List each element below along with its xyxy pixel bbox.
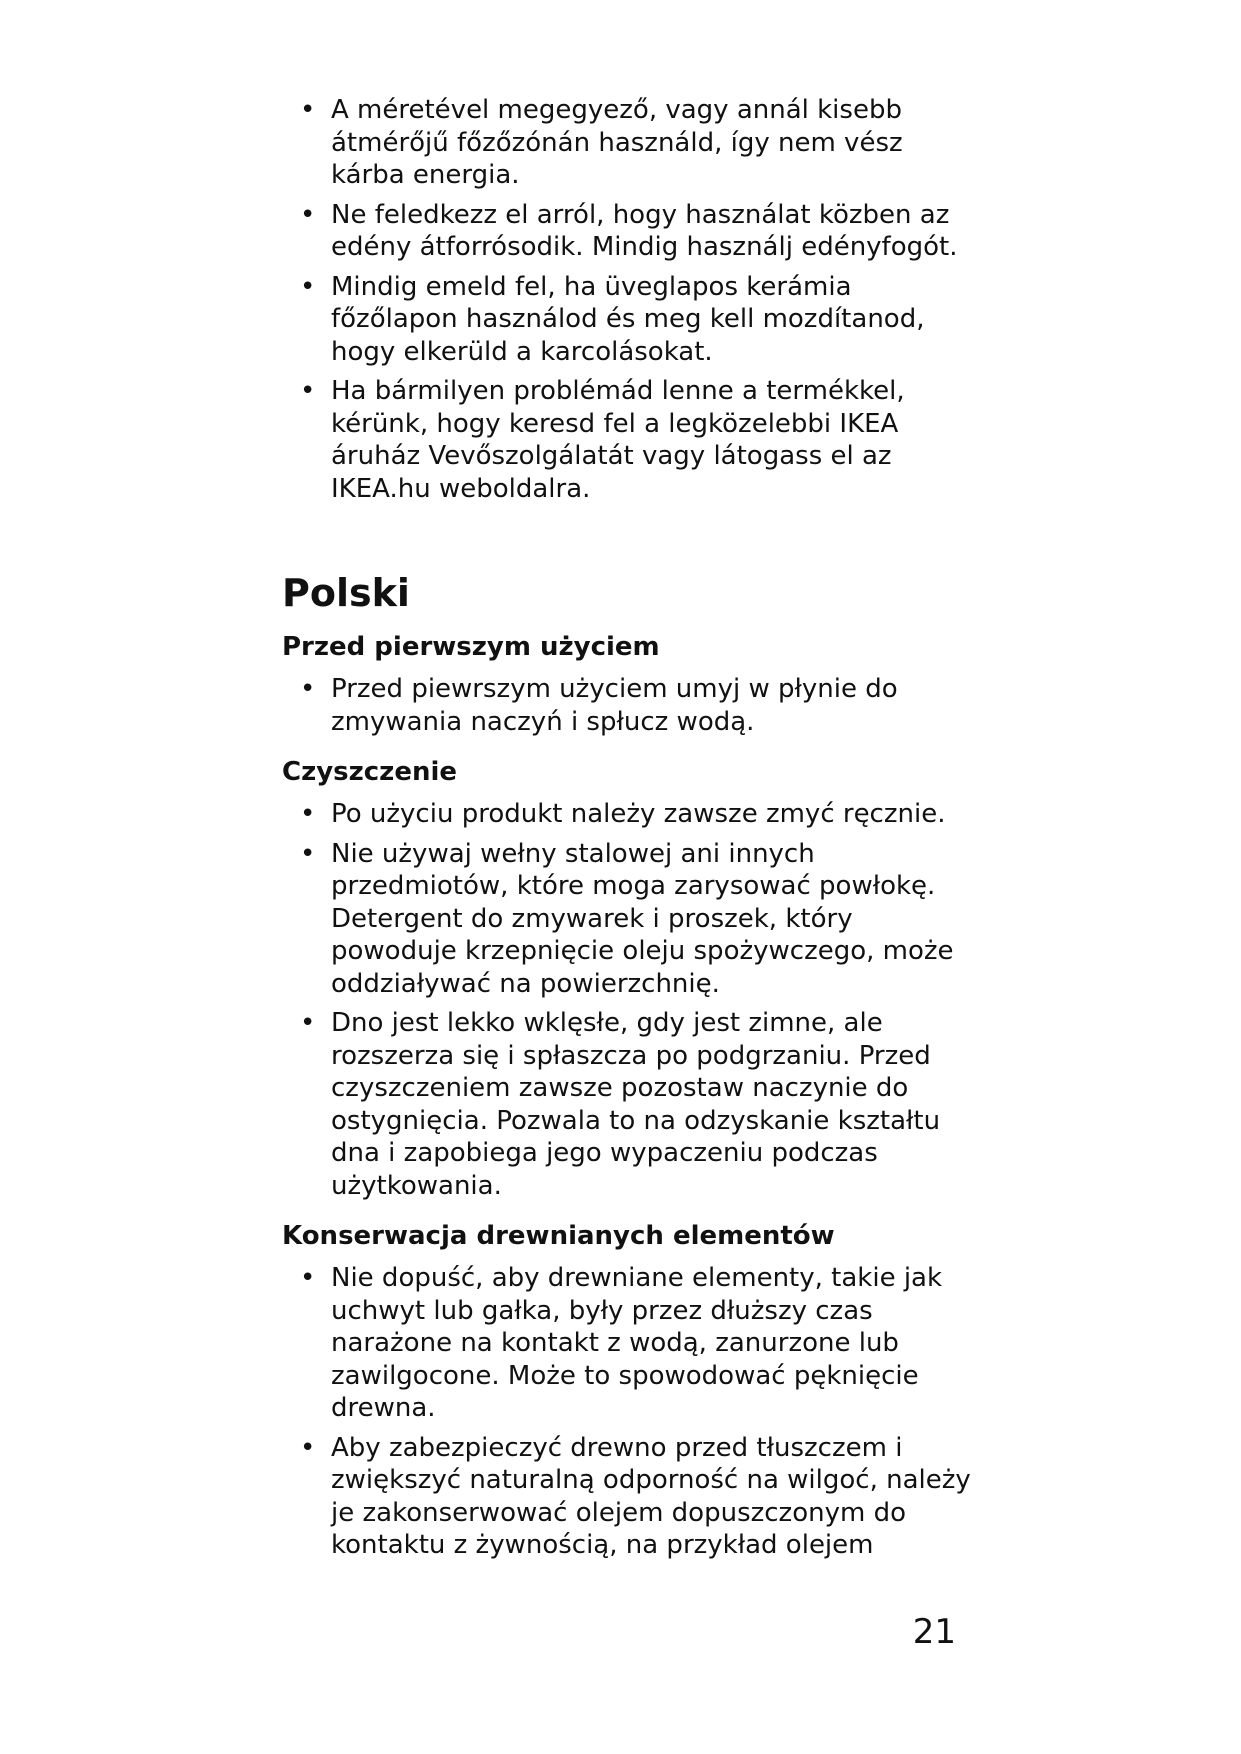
hungarian-care-list xyxy=(300,94,982,505)
list-item: • Przed piewrszym użyciem umyj w płynie do zmywania naczyń i spłucz wodą. xyxy=(300,673,982,738)
cleaning-list xyxy=(300,798,982,1202)
page-number: 21 xyxy=(912,1612,956,1652)
list-item: • Ne feledkezz el arról, hogy használat közben az edény átforrósodik. Mindig használj edényfogót. xyxy=(300,199,982,264)
before-first-use-list xyxy=(300,673,982,738)
list-item: • Nie dopuść, aby drewniane elementy, takie jak uchwyt lub gałka, były przez dłuższy czas narażone na kontakt z wodą, zanurzone lub zawilgocone. Może to spowodować pęknięcie drewna. xyxy=(300,1262,982,1425)
section-title-polski: Polski xyxy=(282,571,410,615)
page-content xyxy=(282,94,982,1569)
list-item: • Mindig emeld fel, ha üveglapos kerámia főzőlapon használod és meg kell mozdítanod, hogy elkerüld a karcolásokat. xyxy=(300,271,982,369)
list-item: • Ha bármilyen problémád lenne a termékkel, kérünk, hogy keresd fel a legközelebbi IKEA áruház Vevőszolgálatát vagy látogass el az IKEA.hu weboldalra. xyxy=(300,375,982,505)
list-item: • Dno jest lekko wklęsłe, gdy jest zimne, ale rozszerza się i spłaszcza po podgrzaniu. Przed czyszczeniem zawsze pozostaw naczynie do ostygnięcia. Pozwala to na odzyskanie kształtu dna i zapobiega jego wypaczeniu podczas użytkowania. xyxy=(300,1007,982,1202)
subheading-wood-care: Konserwacja drewnianych elementów xyxy=(282,1221,835,1251)
wood-care-list xyxy=(300,1262,982,1562)
list-item: • A méretével megegyező, vagy annál kisebb átmérőjű főzőzónán használd, így nem vész kárba energia. xyxy=(300,94,982,192)
list-item: • Po użyciu produkt należy zawsze zmyć ręcznie. xyxy=(300,798,982,831)
list-item: • Aby zabezpieczyć drewno przed tłuszczem i zwiększyć naturalną odporność na wilgoć, należy je zakonserwować olejem dopuszczonym do kontaktu z żywnością, na przykład olejem xyxy=(300,1432,982,1562)
subheading-cleaning: Czyszczenie xyxy=(282,757,458,787)
list-item: • Nie używaj wełny stalowej ani innych przedmiotów, które moga zarysować powłokę. Detergent do zmywarek i proszek, który powoduje krzepnięcie oleju spożywczego, może oddziaływać na powierzchnię. xyxy=(300,838,982,1001)
subheading-before-first-use: Przed pierwszym użyciem xyxy=(282,632,660,662)
